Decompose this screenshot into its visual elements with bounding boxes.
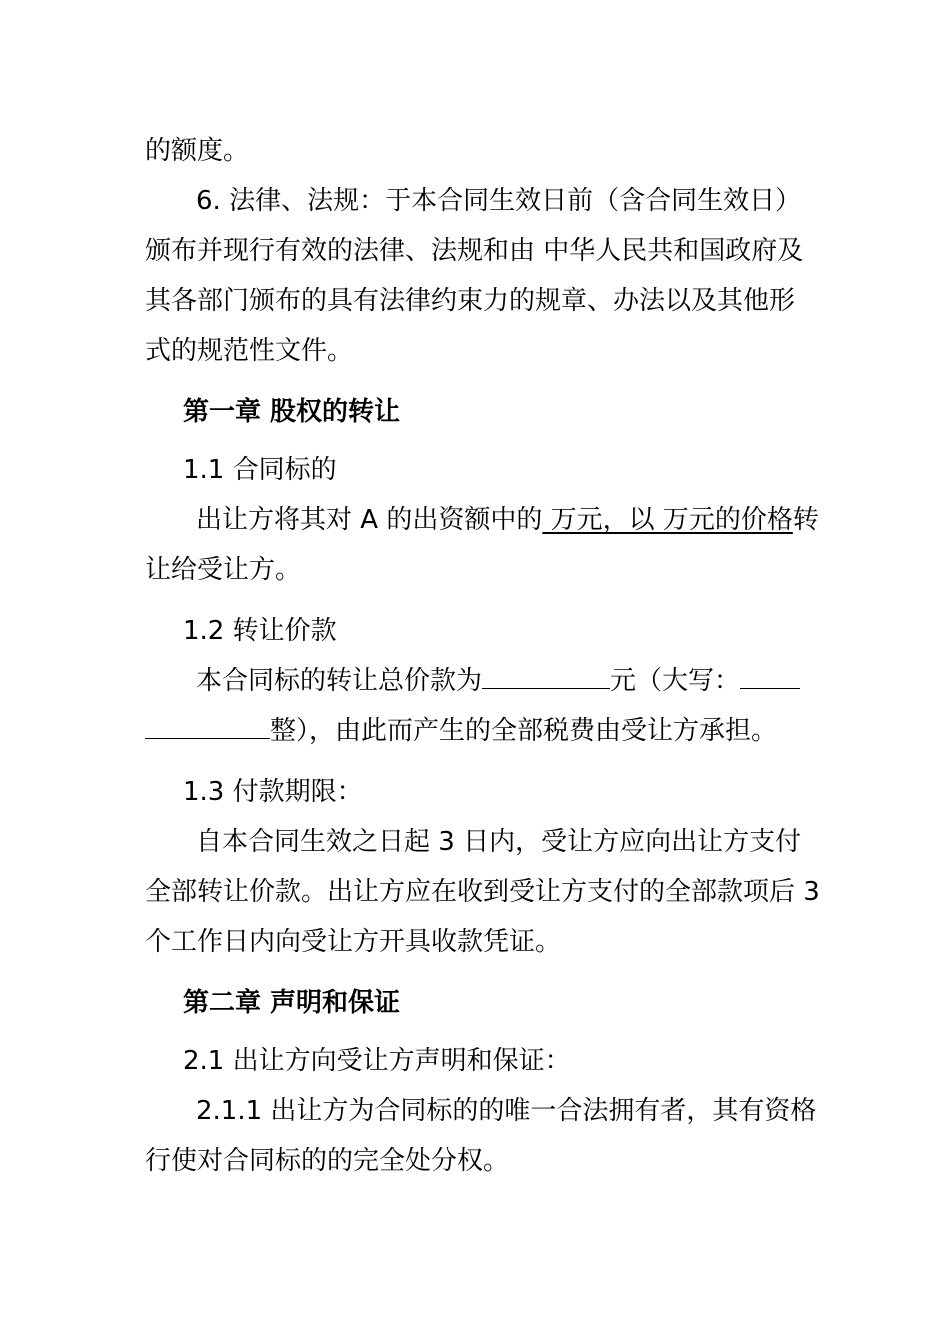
section-heading: 1.3 付款期限： [183,777,363,807]
chapter-heading: 第二章 声明和保证 [183,988,401,1018]
chapter-heading: 第一章 股权的转让 [183,397,401,427]
underlined-text: 万元，以 万元的价格 [542,505,793,535]
text-run: 本合同标的转让总价款为 [196,666,483,696]
paragraph-line: 2.1.1 出让方为合同标的的唯一合法拥有者，其有资格 [196,1096,817,1126]
blank-field [740,664,800,689]
text-run: 转 [792,505,819,535]
paragraph-line: 让给受让方。 [145,555,302,585]
section-heading: 2.1 出让方向受让方声明和保证： [183,1046,571,1076]
section-heading: 1.2 转让价款 [183,616,337,646]
text-run: 整），由此而产生的全部税费由受让方承担。 [270,716,778,746]
paragraph-line: 自本合同生效之日起 3 日内，受让方应向出让方支付 [196,827,802,857]
paragraph-line: 行使对合同标的的完全处分权。 [145,1146,510,1176]
paragraph-line: 的额度。 [145,136,250,166]
paragraph-line [145,711,777,751]
paragraph-line: 全部转让价款。出让方应在收到受让方支付的全部款项后 3 [145,877,820,907]
blank-field [482,664,610,689]
paragraph-line [196,661,800,701]
paragraph-line: 6. 法律、法规：于本合同生效日前（含合同生效日） [196,186,802,216]
paragraph-line: 式的规范性文件。 [145,336,354,366]
paragraph-line [196,500,819,540]
paragraph-line: 个工作日内向受让方开具收款凭证。 [145,927,562,957]
blank-field [145,714,270,739]
section-heading: 1.1 合同标的 [183,455,337,485]
paragraph-line: 其各部门颁布的具有法律约束力的规章、办法以及其他形 [145,286,796,316]
text-run: 出让方将其对 A 的出资额中的 [196,505,543,535]
paragraph-line: 颁布并现行有效的法律、法规和由 中华人民共和国政府及 [145,236,804,266]
text-run: 元（大写： [610,666,741,696]
